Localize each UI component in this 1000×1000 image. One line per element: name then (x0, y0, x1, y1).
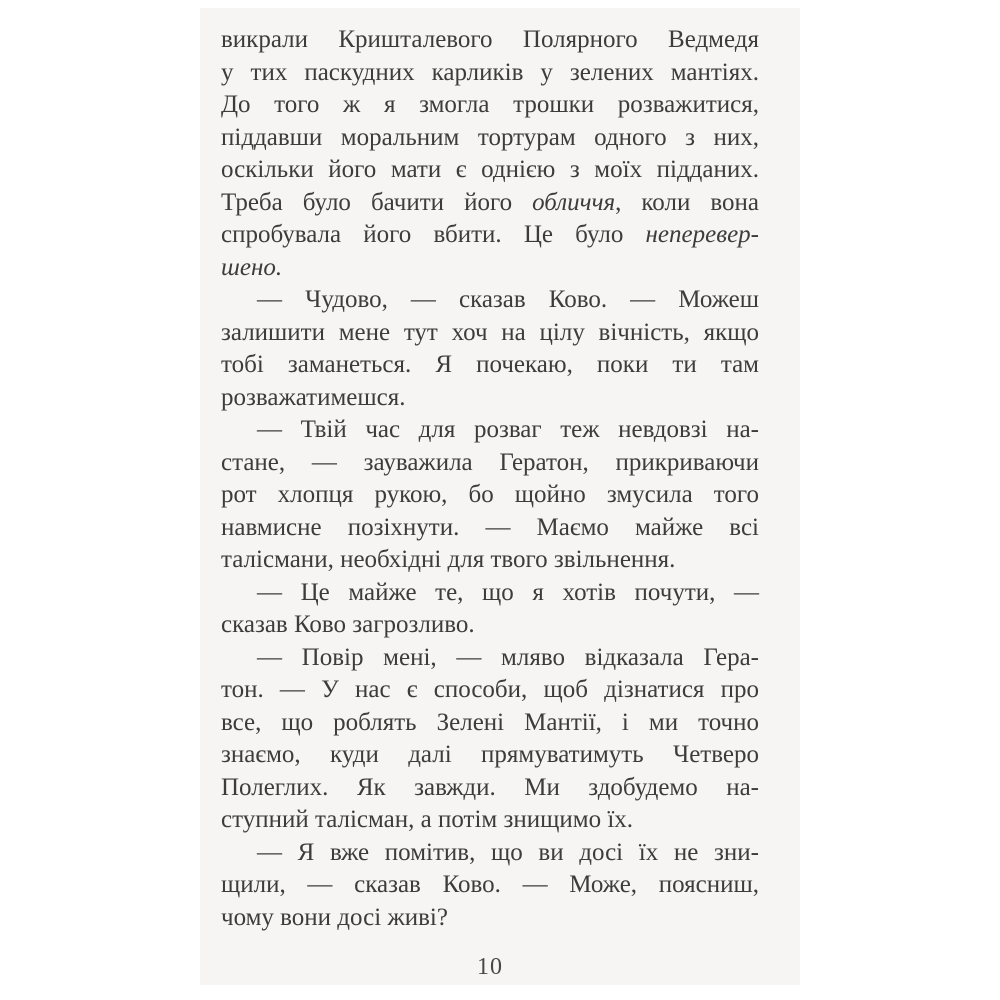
text-segment: — Я вже помітив, що ви досі їх не зни- (257, 838, 759, 866)
text-segment: , коли вона (615, 188, 759, 216)
text-segment: — Це майже те, що я хотів почути, — (257, 578, 759, 606)
text-segment: піддавши моральним тортурам одного з них, (221, 123, 759, 151)
text-block (221, 24, 759, 934)
italic-text-segment: неперевер- (645, 221, 759, 248)
text-line (221, 349, 759, 382)
text-segment: стане, — зауважила Гератон, прикриваючи (221, 448, 759, 476)
text-line (221, 122, 759, 155)
text-segment: чому вони досі живі? (221, 903, 448, 931)
text-segment: тон. — У нас є способи, щоб дізнатися про (221, 676, 759, 703)
text-segment: все, що роблять Зелені Мантії, і ми точно (221, 708, 759, 736)
text-line (221, 512, 759, 545)
text-segment: знаємо, куди далі прямуватимуть Четверо (221, 741, 759, 768)
paragraph (221, 642, 759, 837)
text-segment: навмисне позіхнути. — Маємо майже всі (221, 513, 759, 541)
text-segment: рот хлопця рукою, бо щойно змусила того (221, 481, 759, 508)
paragraph (221, 577, 759, 642)
text-line (221, 24, 759, 57)
text-line (221, 902, 759, 935)
text-line (221, 154, 759, 187)
text-line (221, 414, 759, 447)
text-segment: оскільки його мати є однією з моїх підданих. (221, 156, 759, 183)
paragraph (221, 284, 759, 414)
text-line (221, 187, 759, 220)
text-segment: Треба було бачити його (221, 188, 533, 216)
text-line (221, 609, 759, 642)
text-line (221, 869, 759, 902)
text-line (221, 252, 759, 285)
text-line (221, 739, 759, 772)
text-segment: тобі заманеться. Я почекаю, поки ти там (221, 351, 759, 378)
text-segment: у тих паскудних карликів у зелених мантіях. (221, 58, 759, 86)
text-line (221, 577, 759, 610)
text-line (221, 284, 759, 317)
text-line (221, 544, 759, 577)
text-segment: сказав Ково загрозливо. (221, 611, 475, 638)
text-segment: щили, — сказав Ково. — Може, поясниш, (221, 871, 759, 898)
text-line (221, 772, 759, 805)
text-segment: розважатимешся. (221, 383, 406, 411)
italic-text-segment: шено. (221, 253, 283, 281)
text-segment: — Чудово, — сказав Ково. — Можеш (257, 286, 759, 313)
text-segment: До того ж я змогла трошки розважитися, (221, 91, 759, 118)
paragraph (221, 837, 759, 935)
text-line (221, 317, 759, 350)
text-line (221, 382, 759, 415)
text-line (221, 804, 759, 837)
text-line (221, 89, 759, 122)
text-line (221, 57, 759, 90)
italic-text-segment: обличчя (532, 188, 616, 216)
text-segment: ступний талісман, а потім знищимо їх. (221, 806, 634, 833)
text-segment: талісмани, необхідні для твого звільнення. (221, 546, 676, 573)
text-segment: — Повір мені, — мляво відказала Гера- (257, 643, 759, 671)
text-segment: — Твій час для розваг теж невдовзі на- (257, 416, 759, 443)
text-line (221, 479, 759, 512)
paragraph (221, 24, 759, 284)
text-line (221, 447, 759, 480)
text-segment: залишити мене тут хоч на цілу вічність, якщо (221, 318, 759, 346)
page-number: 10 (477, 954, 503, 980)
text-line (221, 674, 759, 707)
text-line (221, 707, 759, 740)
text-line (221, 642, 759, 675)
text-segment: Полеглих. Як завжди. Ми здобудемо на- (221, 773, 759, 801)
text-segment: спробувала його вбити. Це було (221, 221, 646, 248)
book-page (200, 8, 800, 985)
text-line (221, 837, 759, 870)
paragraph (221, 414, 759, 577)
text-segment: викрали Кришталевого Полярного Ведмедя (221, 26, 759, 53)
text-line (221, 219, 759, 252)
